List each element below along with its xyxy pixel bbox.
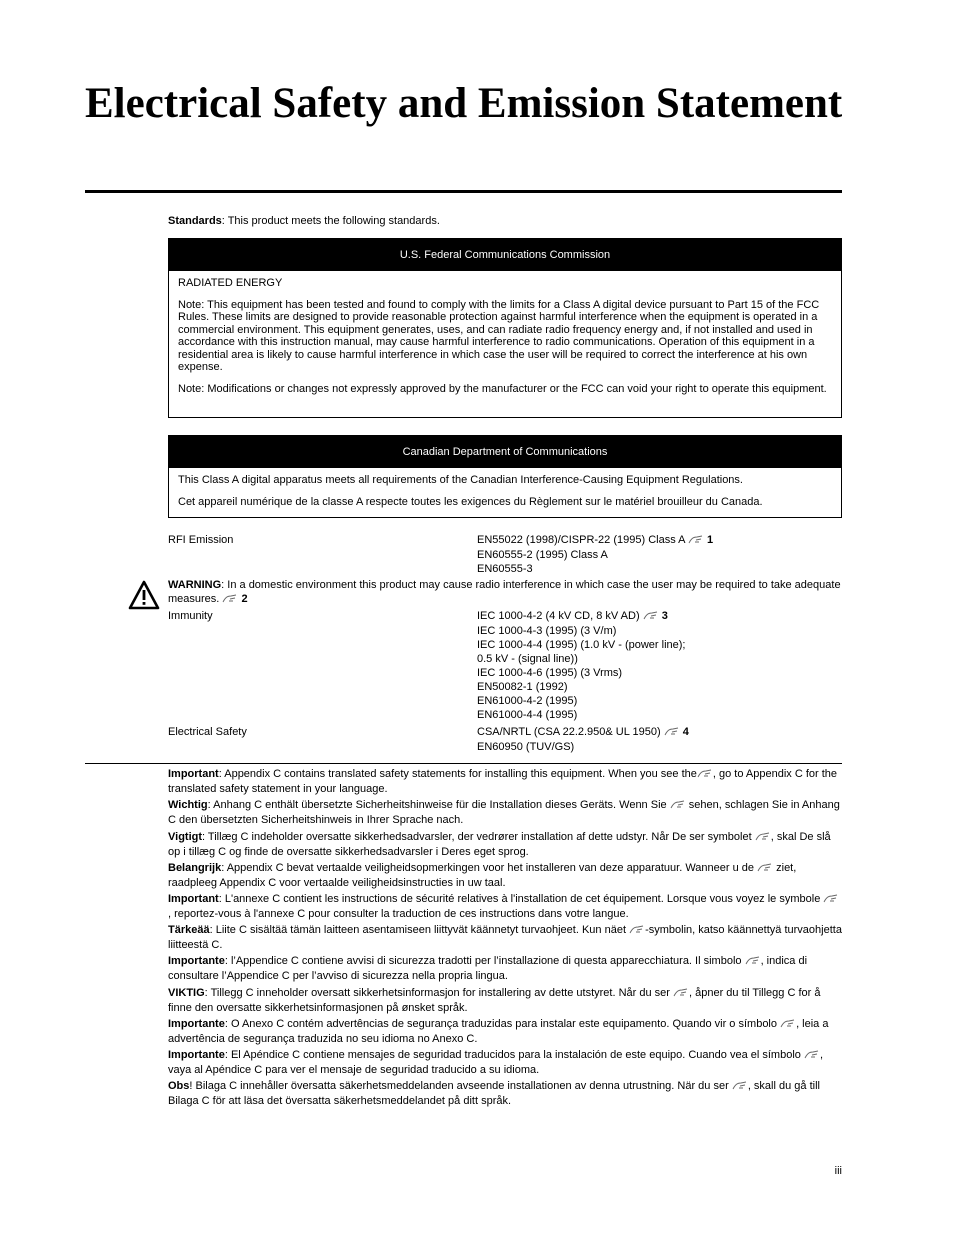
lang-text-post: , indica di consultare l’Appendice C per l’avviso di sicurezza nella propria lingua. (168, 955, 808, 982)
immunity-values (477, 609, 837, 722)
lang-text-pre: : Liite C sisältää tämän laitteen asentamiseen liittyvät käännetyt turvaohjeet. Kun näet (209, 924, 630, 936)
lang-french (168, 892, 842, 921)
lang-text-post: , leia a advertência de segurança traduzida no seu idioma no Anexo C. (168, 1018, 829, 1045)
pointing-hand-icon (688, 534, 704, 548)
lang-text-post: , go to Appendix C for the translated safety statement in your language. (168, 768, 838, 795)
immunity-line: IEC 1000-4-4 (1995) (1.0 kV - (power line); (477, 639, 686, 651)
safety-ref: 4 (682, 726, 689, 738)
lang-text-pre: : L'annexe C contient les instructions de sécurité relatives à l'installation de cet équipement. Lorsque vous voyez le symbole (218, 893, 824, 905)
lang-spanish (168, 1048, 842, 1077)
rfi-line-1-text: EN55022 (1998)/CISPR-22 (1995) Class A (477, 534, 685, 546)
pointing-hand-icon (673, 987, 689, 1001)
lang-finnish (168, 923, 842, 952)
rfi-ref: 1 (707, 534, 714, 546)
lang-label: Belangrijk (168, 862, 222, 874)
title-rule (85, 190, 842, 193)
immunity-line: EN61000-4-4 (1995) (477, 709, 578, 721)
fcc-header: U.S. Federal Communications Commission (169, 239, 841, 271)
standards-label: Standards (168, 215, 222, 227)
rfi-line-1 (477, 533, 837, 548)
lang-text-pre: : Tillæg C indeholder oversatte sikkerhedsadvarsler, der vedrører installation af dette udstyr. Når De ser symbolet (202, 831, 755, 843)
immunity-label: Immunity (168, 610, 213, 622)
pointing-hand-icon (780, 1018, 796, 1032)
pointing-hand-icon (664, 726, 680, 740)
lang-german (168, 798, 842, 827)
lang-text-pre: ! Bilaga C innehåller översatta säkerhetsmeddelanden avseende installationen av denna utrustning. När du ser (189, 1080, 732, 1092)
pointing-hand-icon (732, 1080, 748, 1094)
lang-swedish (168, 1079, 842, 1108)
rfi-values (477, 533, 837, 576)
pointing-hand-icon (222, 593, 238, 607)
warning-triangle-icon (128, 580, 160, 610)
pointing-hand-icon (643, 610, 659, 624)
lang-italian (168, 954, 842, 983)
lang-text-pre: : El Apéndice C contiene mensajes de seguridad traducidos para la instalación de este equipo. Cuando vea el símbolo (224, 1049, 804, 1061)
pointing-hand-icon (697, 768, 713, 782)
pointing-hand-icon (823, 893, 839, 907)
lang-label: Importante (168, 1049, 225, 1061)
lang-text-pre: : Appendix C bevat vertaalde veiligheidsopmerkingen voor het installeren van deze apparatuur. Wanneer u de (221, 862, 758, 874)
pointing-hand-icon (755, 831, 771, 845)
pointing-hand-icon (745, 955, 761, 969)
lang-label: Tärkeää (168, 924, 210, 936)
lang-label: Wichtig (168, 799, 208, 811)
lang-text-pre: : Appendix C contains translated safety statements for installing this equipment. When you see the (218, 768, 697, 780)
lang-label: VIKTIG (168, 987, 205, 999)
lang-portuguese (168, 1017, 842, 1046)
lang-text-post: , skall du gå till Bilaga C för att läsa det översatta säkerhetsmeddelandet på ditt språk. (168, 1080, 820, 1107)
standards-text: : This product meets the following standards. (221, 215, 440, 227)
lang-label: Importante (168, 1018, 225, 1030)
pointing-hand-icon (757, 862, 773, 876)
lang-text-pre: : Anhang C enthält übersetzte Sicherheitshinweise für die Installation dieses Geräts. Wenn Sie (207, 799, 670, 811)
lang-text-post: , skal De slå op i tillæg C og finde de oversatte sikkerhedsadvarsler i Deres eget sprog. (168, 831, 831, 858)
lang-text-post: , åpner du til Tillegg C for å finne den oversatte sikkerhetsinformasjonen på ønsket språk. (168, 987, 821, 1014)
lang-english (168, 767, 842, 796)
page-number: iii (834, 1165, 842, 1177)
rfi-line-3: EN60555-3 (477, 563, 533, 575)
rfi-label: RFI Emission (168, 534, 234, 546)
lang-text-pre: : O Anexo C contém advertências de segurança traduzidas para instalar este equipamento. Quando vir o símbolo (224, 1018, 781, 1030)
lang-label: Important (168, 768, 219, 780)
immunity-line: EN50082-1 (1992) (477, 681, 568, 693)
warning-text (168, 578, 842, 607)
safety-values (477, 725, 837, 754)
warning-body: : In a domestic environment this product may cause radio interference in which case the user may be required to take adequate measures. (168, 579, 841, 605)
lang-text-pre: : Tillegg C inneholder oversatt sikkerhetsinformasjon for installering av dette utstyret. Når du ser (204, 987, 673, 999)
safety-label: Electrical Safety (168, 726, 247, 738)
lang-dutch (168, 861, 842, 890)
canada-header: Canadian Department of Communications (169, 436, 841, 468)
lang-text-post: , vaya al Apéndice C para ver el mensaje de seguridad traducido a su idioma. (168, 1049, 823, 1076)
lang-norwegian (168, 986, 842, 1015)
immunity-line-1-text: IEC 1000-4-2 (4 kV CD, 8 kV AD) (477, 610, 640, 622)
canada-english: This Class A digital apparatus meets all requirements of the Canadian Interference-Causing Equipment Regulations. (178, 474, 743, 486)
lang-text-post: ziet, raadpleeg Appendix C voor vertaalde veiligheidsinstructies in uw taal. (168, 862, 797, 889)
immunity-line: IEC 1000-4-6 (1995) (3 Vrms) (477, 667, 623, 679)
lang-text-pre: : l’Appendice C contiene avvisi di sicurezza tradotti per l’installazione di questa apparecchiatura. Il simbolo (224, 955, 745, 967)
pointing-hand-icon (804, 1049, 820, 1063)
canada-box (168, 435, 842, 518)
fcc-note-2: Note: Modifications or changes not expressly approved by the manufacturer or the FCC can void your right to operate this equipment. (178, 382, 827, 395)
rfi-line-2: EN60555-2 (1995) Class A (477, 549, 608, 561)
standards-intro (168, 214, 842, 228)
immunity-ref: 3 (661, 610, 668, 622)
immunity-line: EN61000-4-2 (1995) (477, 695, 578, 707)
safety-line-2: EN60950 (TUV/GS) (477, 741, 575, 753)
immunity-line: 0.5 kV - (signal line)) (477, 653, 578, 665)
lang-text-post: -symbolin, katso käännettyä turvaohjetta liitteestä C. (168, 924, 842, 951)
safety-line-1 (477, 725, 837, 740)
page-title: Electrical Safety and Emission Statement (85, 80, 843, 127)
fcc-note-1: Note: This equipment has been tested and found to comply with the limits for a Class A digital device pursuant to Part 15 of the FCC Rules. These limits are designed to provide reasonable protection against harmful interference when the equipment is operated in a commercial environment. This equipment generates, uses, and can radiate radio frequency energy and, if not installed and used in accordance with this instruction manual, may cause harmful interference to radio communications. Operation of this equipment in a residential area is likely to cause harmful interference in which case the user will be required to correct the interference at his own expense. (178, 298, 820, 373)
canada-french: Cet appareil numérique de la classe A respecte toutes les exigences du Règlement sur le matériel brouilleur du Canada. (178, 495, 763, 508)
safety-line-1-text: CSA/NRTL (CSA 22.2.950& UL 1950) (477, 726, 661, 738)
lang-label: Important (168, 893, 219, 905)
lang-text-post: , reportez-vous à l'annexe C pour consulter la traduction de ces instructions dans votre langue. (168, 908, 629, 920)
warning-ref: 2 (241, 593, 248, 605)
lang-danish (168, 830, 842, 859)
immunity-line-1 (477, 609, 837, 624)
pointing-hand-icon (629, 924, 645, 938)
pointing-hand-icon (670, 799, 686, 813)
lang-label: Obs (168, 1080, 190, 1092)
lang-label: Importante (168, 955, 225, 967)
fcc-box (168, 238, 842, 418)
lang-label: Vigtigt (168, 831, 203, 843)
section-rule (85, 763, 842, 764)
fcc-heading: RADIATED ENERGY (178, 277, 283, 289)
immunity-line: IEC 1000-4-3 (1995) (3 V/m) (477, 625, 617, 637)
lang-text-post: sehen, schlagen Sie in Anhang C den übersetzten Sicherheitshinweis in Ihrer Sprache nach. (168, 799, 840, 826)
warning-label: WARNING (168, 579, 222, 591)
